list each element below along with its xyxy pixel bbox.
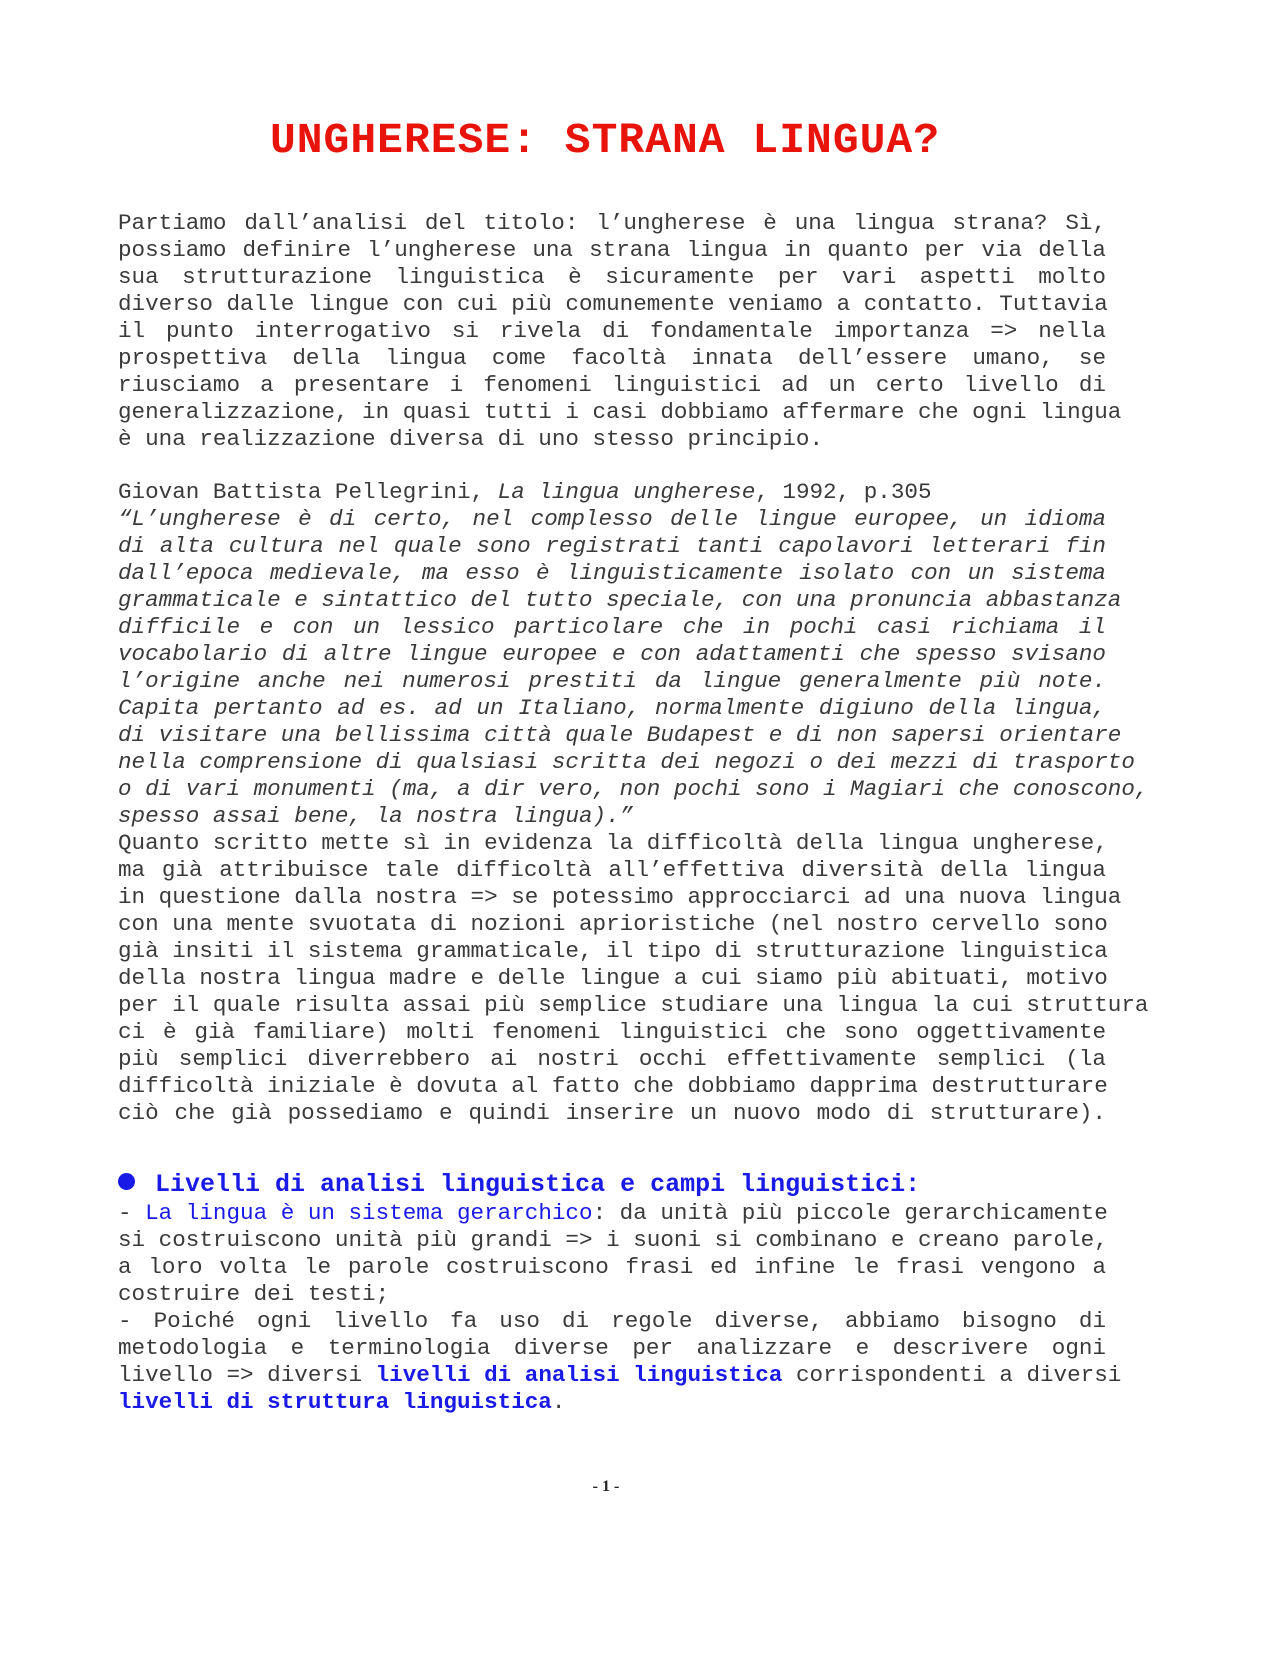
text-line: [118, 399, 1122, 426]
quote-and-commentary: [118, 479, 1149, 1127]
text-line: [118, 345, 1106, 372]
highlighted-term: livelli di analisi linguistica: [375, 1362, 783, 1388]
italic-text: spesso assai bene, la nostra lingua).”: [118, 803, 634, 829]
text-line: [118, 291, 1106, 318]
text-segment: più semplici diverrebbero ai nostri occhi effettivamente semplici (la: [118, 1046, 1106, 1072]
text-line: [118, 506, 1106, 533]
italic-text: La lingua ungherese: [497, 479, 756, 505]
text-line: [118, 884, 1122, 911]
italic-text: nella comprensione di qualsiasi scritta dei negozi o dei mezzi di trasporto: [118, 749, 1135, 775]
text-line: [118, 830, 1106, 857]
text-segment: difficoltà iniziale è dovuta al fatto che dobbiamo dapprima destrutturare: [118, 1073, 1108, 1099]
text-segment: -: [118, 1200, 146, 1226]
text-segment: con una mente svuotata di nozioni aprioristiche (nel nostro cervello sono: [118, 911, 1108, 937]
text-line: [118, 479, 1106, 506]
text-segment: ci è già familiare) molti fenomeni linguistici che sono oggettivamente: [118, 1019, 1106, 1045]
text-line: [118, 965, 1106, 992]
text-line: [118, 1281, 1106, 1308]
text-segment: ma già attribuisce tale difficoltà all’effettiva diversità della lingua: [118, 857, 1106, 883]
italic-text: di visitare una bellissima città quale Budapest e di non sapersi orientare: [118, 722, 1122, 748]
text-line: [118, 1019, 1106, 1046]
text-segment: diverso dalle lingue con cui più comunemente veniamo a contatto. Tuttavia: [118, 291, 1108, 317]
text-segment: metodologia e terminologia diverse per analizzare e descrivere ogni: [118, 1335, 1106, 1361]
text-line: [118, 641, 1106, 668]
intro-paragraph: [118, 210, 1122, 453]
text-line: [118, 668, 1106, 695]
text-line: [118, 749, 1135, 776]
italic-text: grammaticale e sintattico del tutto speciale, con una pronuncia abbastanza: [118, 587, 1122, 613]
text-line: [118, 1227, 1106, 1254]
text-line: [118, 1335, 1106, 1362]
text-line: [118, 911, 1106, 938]
text-segment: possiamo definire l’ungherese una strana lingua in quanto per via della: [118, 237, 1106, 263]
text-segment: : da unità più piccole gerarchicamente: [592, 1200, 1108, 1226]
text-line: [118, 803, 1106, 830]
text-segment: riusciamo a presentare i fenomeni linguistici ad un certo livello di: [118, 372, 1106, 398]
bullet-icon: [118, 1173, 135, 1190]
italic-text: vocabolario di altre lingue europee e con adattamenti che spesso svisano: [118, 641, 1106, 667]
italic-text: l’origine anche nei numerosi prestiti da lingue generalmente più note.: [118, 668, 1106, 694]
text-segment: ciò che già possediamo e quindi inserire un nuovo modo di strutturare).: [118, 1100, 1106, 1126]
highlighted-term: livelli di struttura linguistica: [118, 1389, 552, 1415]
text-line: [118, 614, 1106, 641]
italic-text: “L’ungherese è di certo, nel complesso delle lingue europee, un idioma: [118, 506, 1106, 532]
text-line: [118, 560, 1106, 587]
text-line: [118, 1200, 1106, 1227]
text-segment: della nostra lingua madre e delle lingue a cui siamo più abituati, motivo: [118, 965, 1108, 991]
text-line: [118, 210, 1106, 237]
text-line: [118, 992, 1149, 1019]
highlighted-term: La lingua è un sistema gerarchico: [145, 1200, 593, 1226]
text-line: [118, 938, 1106, 965]
text-line: [118, 237, 1106, 264]
text-segment: costruire dei testi;: [118, 1281, 390, 1307]
text-segment: - Poiché ogni livello fa uso di regole diverse, abbiamo bisogno di: [118, 1308, 1106, 1334]
text-segment: .: [551, 1389, 566, 1415]
page-number: - 1 -: [592, 1478, 620, 1495]
text-line: [118, 1073, 1106, 1100]
text-line: [118, 722, 1122, 749]
text-segment: prospettiva della lingua come facoltà innata dell’essere umano, se: [118, 345, 1106, 371]
text-line: [118, 1046, 1106, 1073]
text-line: [118, 1308, 1106, 1335]
text-segment: si costruiscono unità più grandi => i suoni si combinano e creano parole,: [118, 1227, 1108, 1253]
text-segment: il punto interrogativo si rivela di fondamentale importanza => nella: [118, 318, 1106, 344]
text-segment: Partiamo dall’analisi del titolo: l’ungherese è una lingua strana? Sì,: [118, 210, 1106, 236]
text-line: [118, 533, 1106, 560]
text-line: [118, 857, 1106, 884]
levels-paragraph: [118, 1200, 1122, 1416]
text-segment: generalizzazione, in quasi tutti i casi dobbiamo affermare che ogni lingua: [118, 399, 1122, 425]
text-line: [118, 1100, 1106, 1127]
text-line: [118, 264, 1106, 291]
text-segment: è una realizzazione diversa di uno stesso principio.: [118, 426, 824, 452]
italic-text: Capita pertanto ad es. ad un Italiano, normalmente digiuno della lingua,: [118, 695, 1106, 721]
text-line: [118, 776, 1149, 803]
text-segment: a loro volta le parole costruiscono frasi ed infine le frasi vengono a: [118, 1254, 1106, 1280]
text-segment: Quanto scritto mette sì in evidenza la difficoltà della lingua ungherese,: [118, 830, 1108, 856]
section-heading: [118, 1170, 920, 1199]
text-segment: Giovan Battista Pellegrini,: [118, 479, 498, 505]
text-line: [118, 1362, 1122, 1389]
text-line: [118, 318, 1106, 345]
text-segment: già insiti il sistema grammaticale, il tipo di strutturazione linguistica: [118, 938, 1108, 964]
section-heading-text: Livelli di analisi linguistica e campi linguistici:: [155, 1170, 921, 1199]
italic-text: difficile e con un lessico particolare che in pochi casi richiama il: [118, 614, 1106, 640]
text-line: [118, 372, 1106, 399]
text-segment: in questione dalla nostra => se potessimo approcciarci ad una nuova lingua: [118, 884, 1122, 910]
document-title: UNGHERESE: STRANA LINGUA?: [269, 116, 941, 165]
italic-text: dall’epoca medievale, ma esso è linguisticamente isolato con un sistema: [118, 560, 1106, 586]
text-segment: , 1992, p.305: [755, 479, 932, 505]
italic-text: o di vari monumenti (ma, a dir vero, non pochi sono i Magiari che conoscono,: [118, 776, 1149, 802]
text-line: [118, 1254, 1106, 1281]
italic-text: di alta cultura nel quale sono registrati tanti capolavori letterari fin: [118, 533, 1106, 559]
text-segment: livello => diversi: [118, 1362, 376, 1388]
text-line: [118, 1389, 1106, 1416]
text-segment: sua strutturazione linguistica è sicuramente per vari aspetti molto: [118, 264, 1106, 290]
text-line: [118, 587, 1122, 614]
text-line: [118, 426, 1106, 453]
text-segment: per il quale risulta assai più semplice studiare una lingua la cui struttura: [118, 992, 1149, 1018]
text-segment: corrispondenti a diversi: [782, 1362, 1122, 1388]
text-line: [118, 695, 1106, 722]
